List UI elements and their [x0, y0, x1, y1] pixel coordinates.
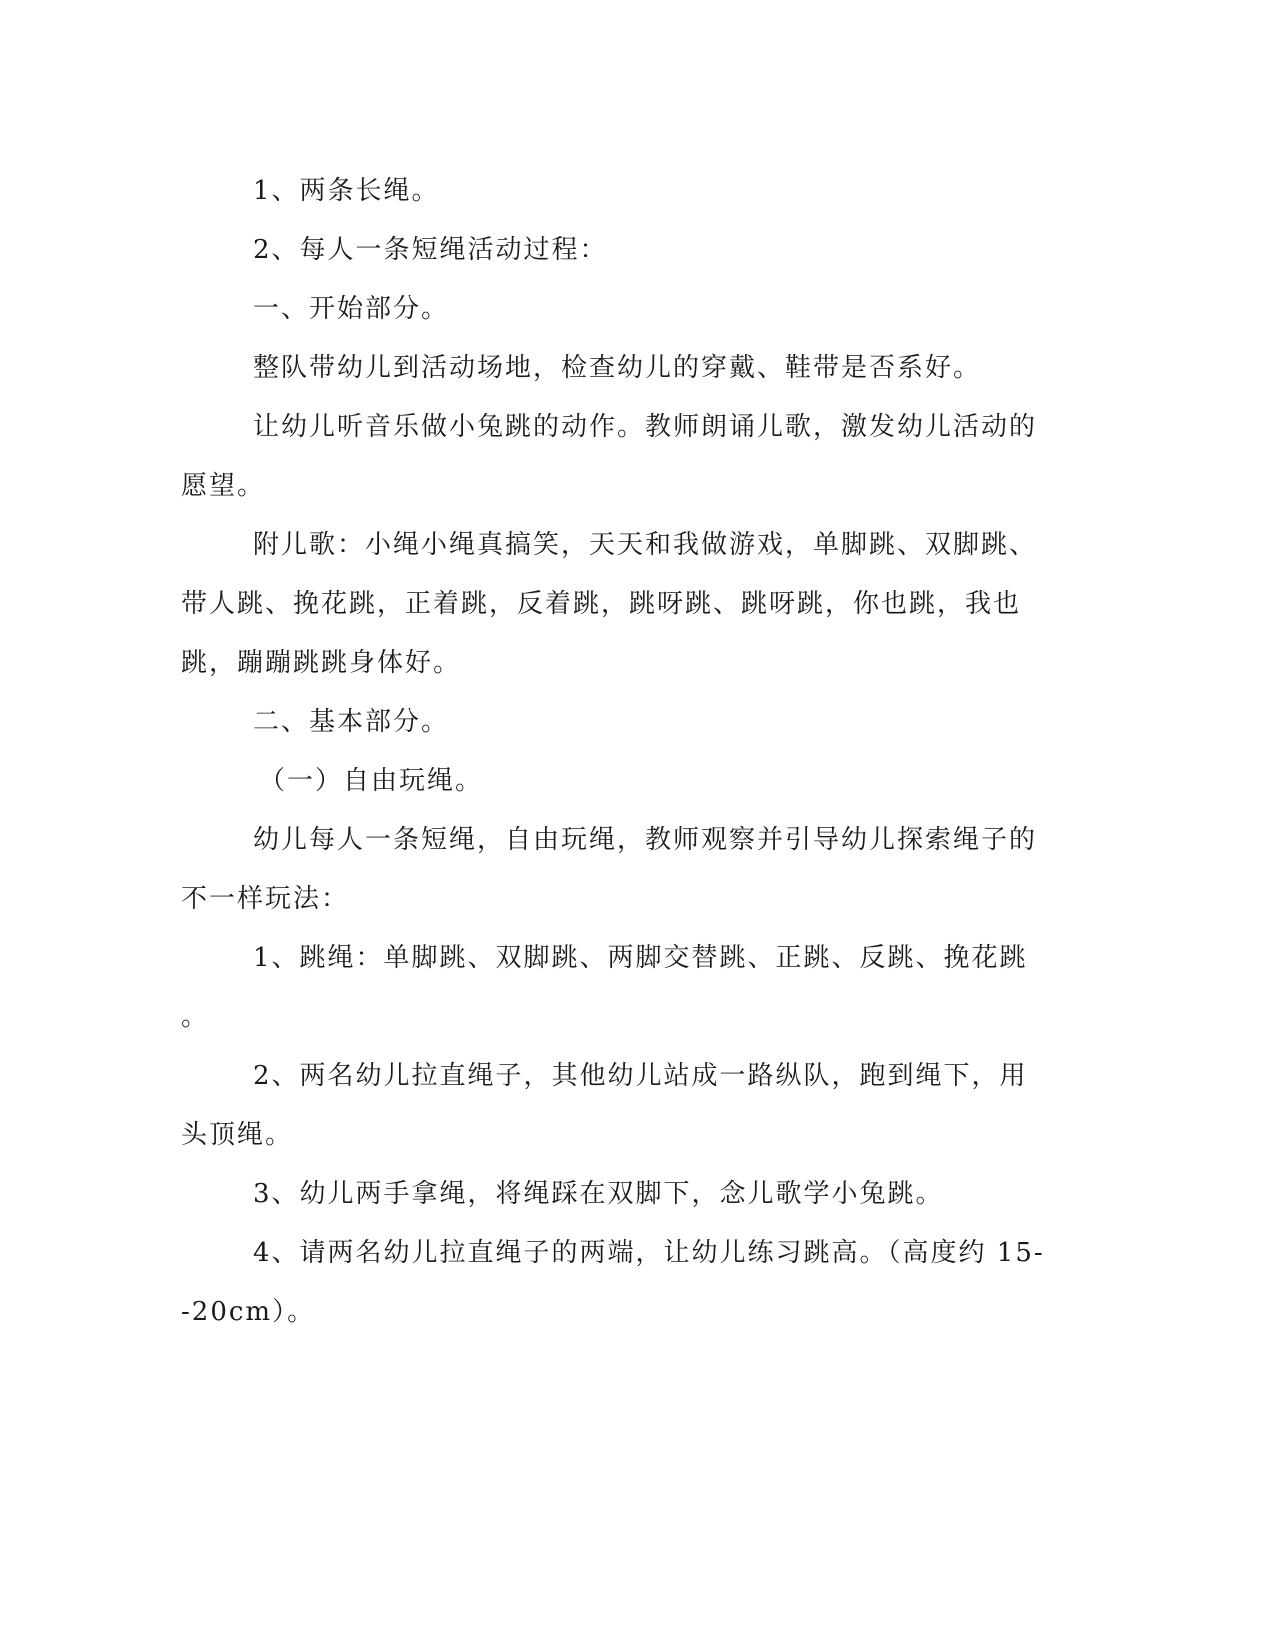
paragraph-line: 让幼儿听音乐做小兔跳的动作。教师朗诵儿歌，激发幼儿活动的 — [253, 412, 1038, 442]
paragraph-line: 整队带幼儿到活动场地，检查幼儿的穿戴、鞋带是否系好。 — [253, 353, 982, 383]
method-item-2-end: 头顶绳。 — [181, 1120, 294, 1150]
paragraph-line: 不一样玩法： — [181, 884, 350, 914]
material-item-2: 2、每人一条短绳活动过程： — [253, 235, 608, 265]
material-item-1: 1、两条长绳。 — [253, 176, 440, 206]
method-item-4: 4、请两名幼儿拉直绳子的两端，让幼儿练习跳高。（高度约 15- — [253, 1238, 1045, 1268]
method-item-2: 2、两名幼儿拉直绳子，其他幼儿站成一路纵队，跑到绳下，用 — [253, 1061, 1028, 1091]
method-item-1: 1、跳绳：单脚跳、双脚跳、两脚交替跳、正跳、反跳、挽花跳 — [253, 943, 1028, 973]
rhyme-line: 跳，蹦蹦跳跳身体好。 — [181, 648, 462, 678]
method-item-3: 3、幼儿两手拿绳，将绳踩在双脚下，念儿歌学小兔跳。 — [253, 1179, 944, 1209]
section-heading-basic: 二、基本部分。 — [253, 707, 450, 737]
section-heading-start: 一、开始部分。 — [253, 294, 450, 324]
rhyme-line: 带人跳、挽花跳，正着跳，反着跳，跳呀跳、跳呀跳，你也跳，我也 — [181, 589, 1022, 619]
paragraph-line: 愿望。 — [181, 471, 266, 501]
subsection-heading: （一）自由玩绳。 — [259, 766, 484, 796]
paragraph-line: 幼儿每人一条短绳，自由玩绳，教师观察并引导幼儿探索绳子的 — [253, 825, 1038, 855]
method-item-1-end: 。 — [181, 1002, 210, 1032]
method-item-4-end: -20cm）。 — [181, 1297, 316, 1327]
document-body — [181, 162, 1045, 1342]
rhyme-line: 附儿歌：小绳小绳真搞笑，天天和我做游戏，单脚跳、双脚跳、 — [253, 530, 1038, 560]
